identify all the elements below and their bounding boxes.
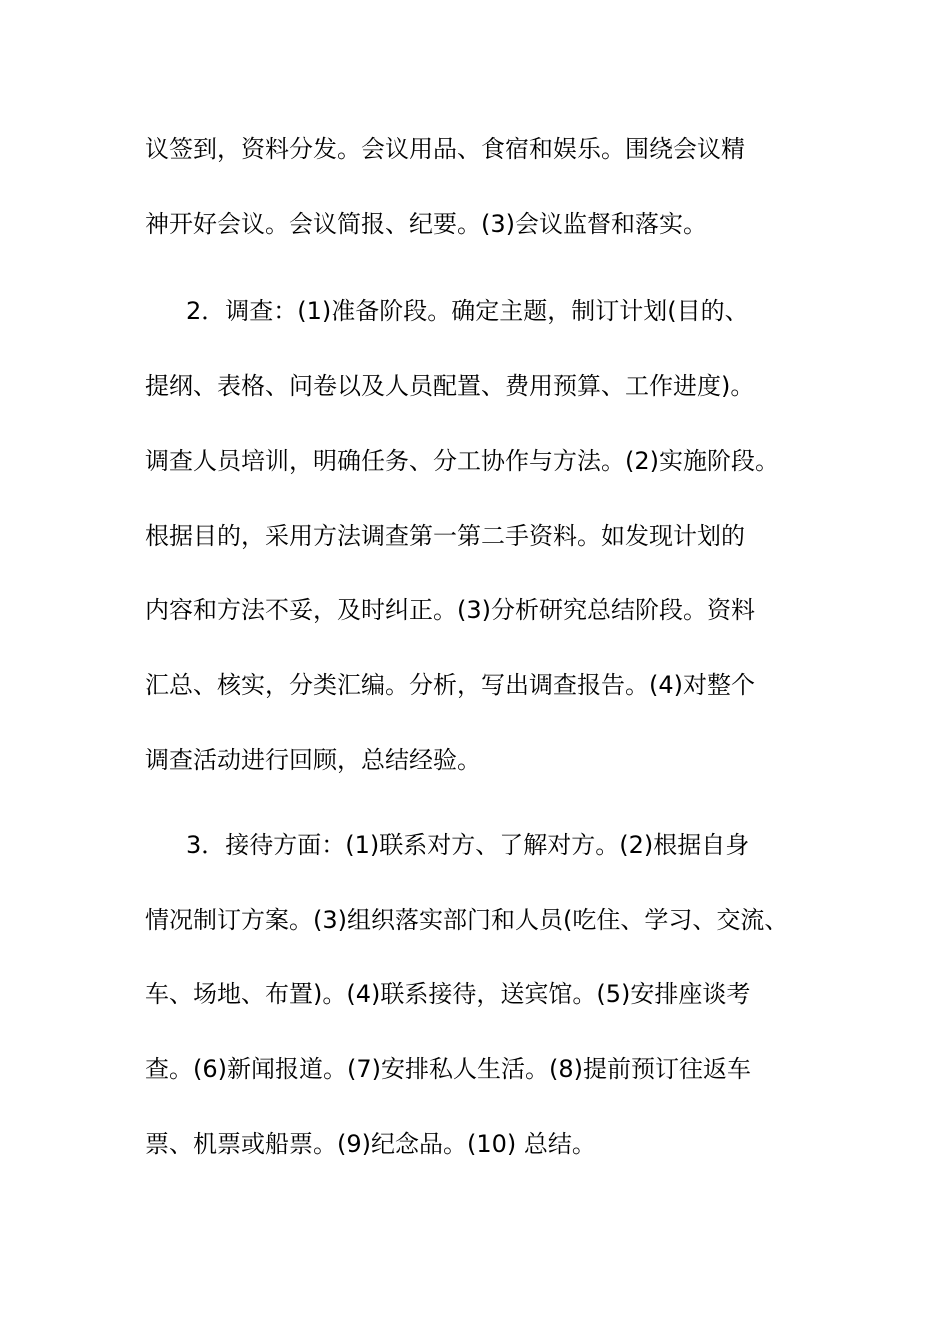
text-line: 神开好会议。会议简报、纪要。(3)会议监督和落实。 [145, 210, 707, 238]
text-line: 2．调查：(1)准备阶段。确定主题，制订计划(目的、 [186, 297, 749, 325]
text-line: 提纲、表格、问卷以及人员配置、费用预算、工作进度)。 [145, 372, 755, 400]
text-line: 查。(6)新闻报道。(7)安排私人生活。(8)提前预订往返车 [145, 1055, 751, 1083]
text-line: 票、机票或船票。(9)纪念品。(10) 总结。 [145, 1130, 596, 1158]
text-line: 汇总、核实，分类汇编。分析，写出调查报告。(4)对整个 [145, 671, 755, 699]
text-line: 根据目的，采用方法调查第一第二手资料。如发现计划的 [145, 522, 745, 550]
text-line: 3．接待方面：(1)联系对方、了解对方。(2)根据自身 [186, 831, 750, 859]
text-line: 车、场地、布置)。(4)联系接待，送宾馆。(5)安排座谈考 [145, 980, 751, 1008]
text-line: 议签到，资料分发。会议用品、食宿和娱乐。围绕会议精 [145, 135, 745, 163]
text-line: 内容和方法不妥，及时纠正。(3)分析研究总结阶段。资料 [145, 596, 755, 624]
text-line: 调查活动进行回顾，总结经验。 [145, 746, 481, 774]
text-line: 情况制订方案。(3)组织落实部门和人员(吃住、学习、交流、 [145, 906, 789, 934]
text-line: 调查人员培训，明确任务、分工协作与方法。(2)实施阶段。 [145, 447, 779, 475]
